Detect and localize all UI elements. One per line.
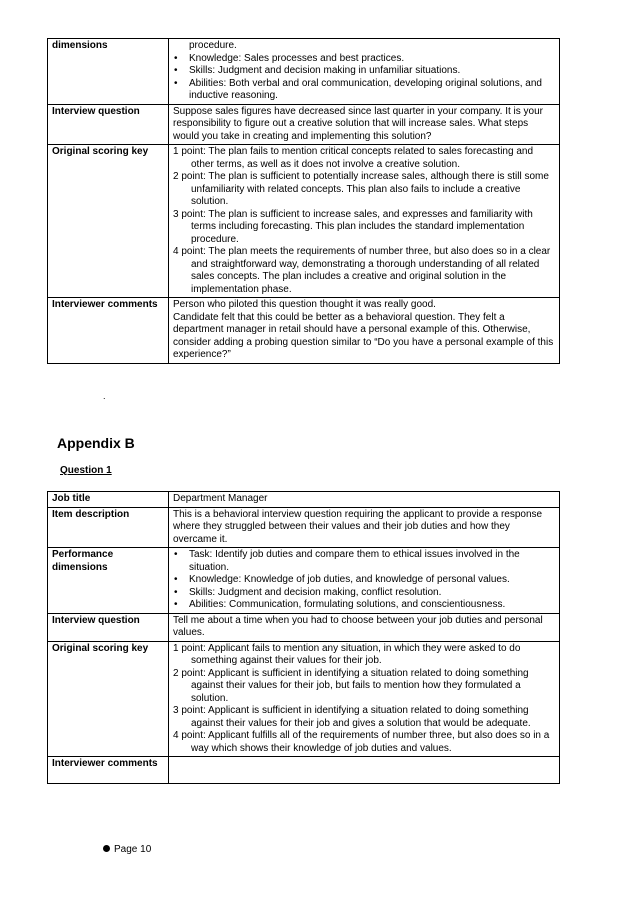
label-interview-question: Interview question <box>48 104 169 145</box>
row-interview-question <box>48 104 560 145</box>
dimension-item: • Skills: Judgment and decision making, conflict resolution. <box>174 586 442 598</box>
scoring-item: 2 point: Applicant is sufficient in identifying a situation related to doing something against their values for their job, but fails to mention how they formulated a solution. <box>173 667 529 704</box>
row-interview-question <box>48 613 560 641</box>
dimension-item: • Abilities: Both verbal and oral communication, developing original solutions, and inductive reasoning. <box>174 77 542 101</box>
question-table <box>47 491 560 784</box>
cell-dimensions <box>169 39 560 105</box>
row-item-description <box>48 507 560 548</box>
label-scoring-key: Original scoring key <box>48 641 169 757</box>
dimension-item: • Knowledge: Knowledge of job duties, and knowledge of personal values. <box>174 574 510 585</box>
label-interview-question: Interview question <box>48 613 169 641</box>
scoring-item: 4 point: The plan meets the requirements of number three, but also does so in a clear and straightforward way, demonstrating a thorough understanding of all related sales concepts. The plan includes a creative and original solution in the implementation phase. <box>173 246 551 295</box>
cell-performance-dimensions <box>169 548 560 614</box>
cell-interview-question: Tell me about a time when you had to choose between your job duties and personal values. <box>169 613 560 641</box>
row-performance-dimensions <box>48 548 560 614</box>
bullet-icon: • <box>174 549 178 560</box>
label-scoring-key: Original scoring key <box>48 145 169 298</box>
bullet-icon: • <box>174 52 178 64</box>
bullet-icon: • <box>174 77 178 89</box>
label-dimensions: dimensions <box>48 39 169 105</box>
comment-line: Person who piloted this question thought it was really good. <box>173 299 436 310</box>
label-interviewer-comments: Interviewer comments <box>48 298 169 364</box>
bullet-icon: • <box>174 599 178 610</box>
cell-scoring-key <box>169 641 560 757</box>
cell-scoring-key <box>169 145 560 298</box>
bullet-icon: • <box>174 586 178 598</box>
page-number: Page 10 <box>114 844 152 855</box>
row-interviewer-comments <box>48 298 560 364</box>
scoring-item: 1 point: The plan fails to mention critical concepts related to sales forecasting and other terms, as well as it does not involve a creative solution. <box>173 146 534 170</box>
dimension-item: procedure. <box>189 40 237 51</box>
label-item-description: Item description <box>48 507 169 548</box>
dimension-item: • Knowledge: Sales processes and best practices. <box>174 52 405 64</box>
dimension-item: • Task: Identify job duties and compare them to ethical issues involved in the situation. <box>174 549 520 573</box>
dimension-item: • Skills: Judgment and decision making in unfamiliar situations. <box>174 65 461 76</box>
question-title: Question 1 <box>60 465 112 476</box>
bullet-icon: • <box>174 65 178 76</box>
row-job-title <box>48 492 560 508</box>
row-scoring-key <box>48 641 560 757</box>
bullet-icon: • <box>174 574 178 585</box>
page-footer <box>103 844 151 855</box>
question-table-continued <box>47 38 560 364</box>
cell-item-description: This is a behavioral interview question requiring the applicant to provide a response where they struggled between their values and their job duties and how they overcame it. <box>169 507 560 548</box>
label-job-title: Job title <box>48 492 169 508</box>
cell-interviewer-comments <box>169 298 560 364</box>
stray-mark: . <box>103 391 106 401</box>
scoring-item: 4 point: Applicant fulfills all of the requirements of number three, but also does so in a way which shows their knowledge of job duties and values. <box>173 730 550 754</box>
comment-line: Candidate felt that this could be better as a behavioral question. They felt a department manager in retail should have a personal example of this. Otherwise, consider adding a probing question similar to “Do you have a personal example of this experience?” <box>173 311 554 360</box>
cell-interviewer-comments <box>169 757 560 784</box>
label-performance-dimensions: Performance dimensions <box>48 548 169 614</box>
scoring-item: 2 point: The plan is sufficient to potentially increase sales, although there is still some unfamiliarity with related concepts. This plan also fails to include a creative solution. <box>173 171 549 207</box>
scoring-item: 1 point: Applicant fails to mention any situation, in which they were asked to do something against their values for their job. <box>173 642 521 666</box>
cell-interview-question: Suppose sales figures have decreased since last quarter in your company. It is your responsibility to figure out a creative solution that will increase sales. What steps would you take in creating and implementing this solution? <box>169 104 560 145</box>
row-scoring-key <box>48 145 560 298</box>
bullet-icon <box>103 845 110 852</box>
row-interviewer-comments <box>48 757 560 784</box>
label-interviewer-comments: Interviewer comments <box>48 757 169 784</box>
cell-job-title: Department Manager <box>169 492 560 508</box>
appendix-title: Appendix B <box>57 435 135 451</box>
row-dimensions <box>48 39 560 105</box>
dimension-item: • Abilities: Communication, formulating solutions, and conscientiousness. <box>174 599 506 610</box>
scoring-item: 3 point: Applicant is sufficient in identifying a situation related to doing something against their values for their job and gives a solution that would be adequate. <box>173 705 531 729</box>
scoring-item: 3 point: The plan is sufficient to increase sales, and expresses and familiarity with terms including forecasting. This plan includes the standard implementation procedure. <box>173 208 533 245</box>
